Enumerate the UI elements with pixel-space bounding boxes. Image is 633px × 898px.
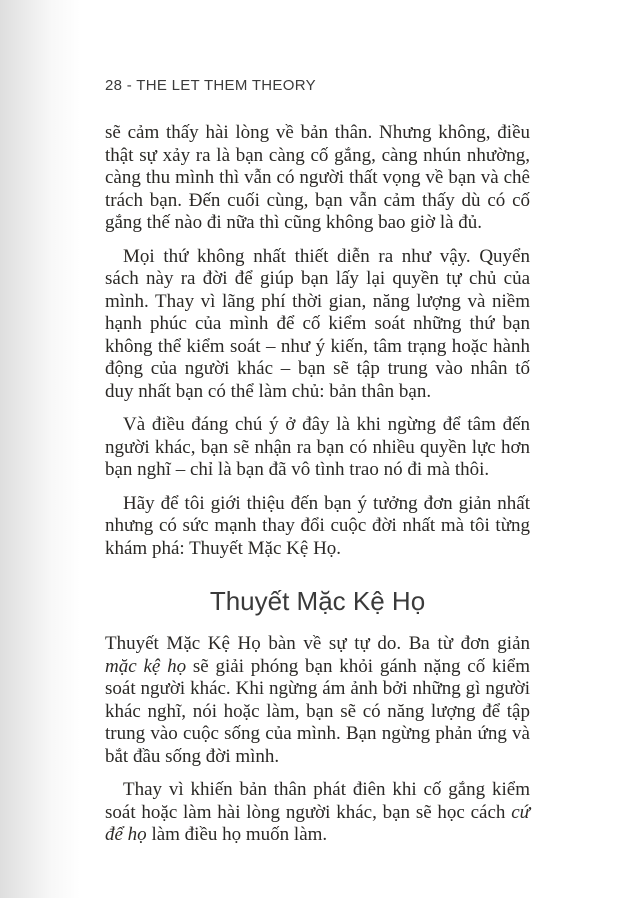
italic-phrase: mặc kệ họ: [105, 655, 187, 677]
paragraph: sẽ cảm thấy hài lòng về bản thân. Nhưng không, điều thật sự xảy ra là bạn càng cố gắng, càng nhún nhường, càng thu mình thì vẫn có người thất vọng về bạn và chê trách bạn. Đến cuối cùng, bạn vẫn cảm thấy dù có cố gắng thế nào đi nữa thì cũng không bao giờ là đủ.: [105, 122, 530, 233]
paragraph: Và điều đáng chú ý ở đây là khi ngừng để tâm đến người khác, bạn sẽ nhận ra bạn có nhiều quyền lực hơn bạn nghĩ – chỉ là bạn đã vô tình trao nó đi mà thôi.: [105, 414, 530, 480]
body-text: [105, 122, 530, 847]
paragraph: Hãy để tôi giới thiệu đến bạn ý tưởng đơn giản nhất nhưng có sức mạnh thay đổi cuộc đời nhất mà tôi từng khám phá: Thuyết Mặc Kệ Họ.: [105, 492, 530, 559]
section-heading: Thuyết Mặc Kệ Họ: [209, 586, 426, 616]
paragraph: Thuyết Mặc Kệ Họ bàn về sự tự do. Ba từ đơn giản mặc kệ họ sẽ giải phóng bạn khỏi gánh nặng cố kiểm soát người khác. Khi ngừng ám ảnh bởi những gì người khác nghĩ, nói hoặc làm, bạn sẽ có năng lượng để tập trung vào cuộc sống của mình. Bạn ngừng phản ứng và bắt đầu sống đời mình.: [105, 633, 530, 767]
page-edge-shadow: [0, 0, 80, 898]
paragraph: Mọi thứ không nhất thiết diễn ra như vậy. Quyển sách này ra đời để giúp bạn lấy lại quyền tự chủ của mình. Thay vì lãng phí thời gian, năng lượng và niềm hạnh phúc của mình để cố kiểm soát những thứ bạn không thể kiểm soát – như ý kiến, tâm trạng hoặc hành động của người khác – bạn sẽ tập trung vào nhân tố duy nhất bạn có thể làm chủ: bản thân bạn.: [105, 245, 530, 402]
running-head: 28 - THE LET THEM THEORY: [105, 77, 316, 94]
paragraph: Thay vì khiến bản thân phát điên khi cố gắng kiểm soát hoặc làm hài lòng người khác, bạn sẽ học cách cứ để họ làm điều họ muốn làm.: [105, 779, 530, 845]
italic-phrase: cứ để họ: [105, 801, 530, 845]
page-content: [105, 78, 530, 858]
